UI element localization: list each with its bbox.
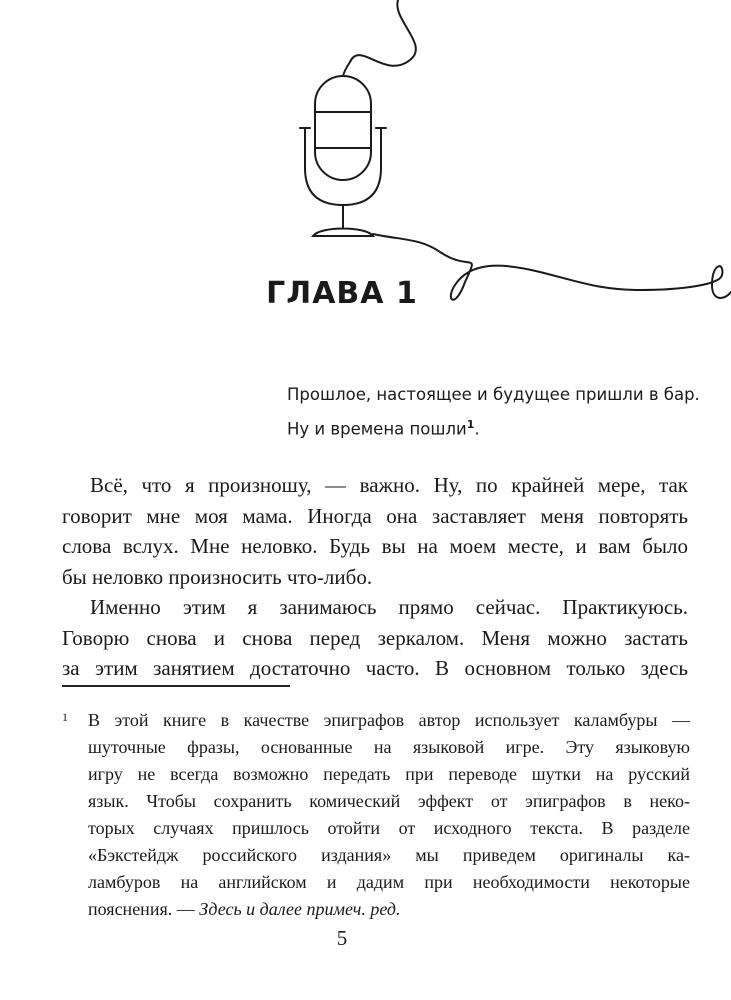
body-line: Говорю снова и снова перед зеркалом. Меня можно застать — [62, 625, 688, 650]
body-line: слова вслух. Мне неловко. Будь вы на моем месте, и вам было — [62, 534, 688, 558]
footnote-line: язык. Чтобы сохранить комический эффект от эпиграфов в неко- — [88, 791, 690, 811]
chapter-title: ГЛАВА 1 — [266, 276, 418, 311]
epigraph-end: . — [474, 419, 480, 439]
footnote-line: «Бэкстейдж российского издания» мы приведем оригиналы ка- — [88, 845, 690, 865]
mic-head — [315, 76, 371, 180]
footnote-line: ламбуров на английском и дадим при необходимости некоторые — [88, 872, 690, 892]
footnote-line — [88, 896, 690, 923]
footnote-reference[interactable]: 1 — [466, 418, 475, 431]
epigraph — [287, 380, 707, 445]
footnote-line: игру не всегда возможно передать при переводе шутки на русский — [88, 764, 690, 784]
body-line: за этим занятием достаточно часто. В основном только здесь — [62, 656, 688, 680]
mic-stand — [313, 205, 373, 236]
body-text — [62, 470, 688, 684]
epigraph-text: Ну и времена пошли — [287, 419, 467, 439]
footnote-divider — [62, 685, 290, 687]
footnote-number: 1 — [62, 710, 68, 724]
body-line: бы неловко произносить что-либо. — [62, 564, 373, 589]
body-line: говорит мне моя мама. Иногда она заставляет меня повторять — [62, 503, 688, 528]
body-line: Именно этим я занимаюсь прямо сейчас. Практикуюсь. — [90, 595, 688, 619]
footnote-line: В этой книге в качестве эпиграфов автор использует каламбуры — — [88, 710, 690, 730]
cord-line — [343, 0, 416, 76]
footnote-line: шуточные фразы, основанные на языковой игре. Эту языковую — [88, 737, 690, 757]
footnote-text: пояснения. — — [88, 899, 200, 919]
footnote — [62, 707, 690, 923]
mic-holder — [300, 128, 386, 205]
page-number: 5 — [336, 926, 348, 950]
mic-grille — [315, 112, 371, 148]
epigraph-line — [287, 410, 707, 445]
epigraph-line: Прошлое, настоящее и будущее пришли в бар. — [287, 385, 700, 404]
footnote-line: торых случаях пришлось отойти от исходного текста. В разделе — [88, 818, 690, 838]
editor-note: Здесь и далее примеч. ред. — [199, 899, 401, 919]
body-line: Всё, что я произношу, — важно. Ну, по крайней мере, так — [90, 473, 688, 497]
